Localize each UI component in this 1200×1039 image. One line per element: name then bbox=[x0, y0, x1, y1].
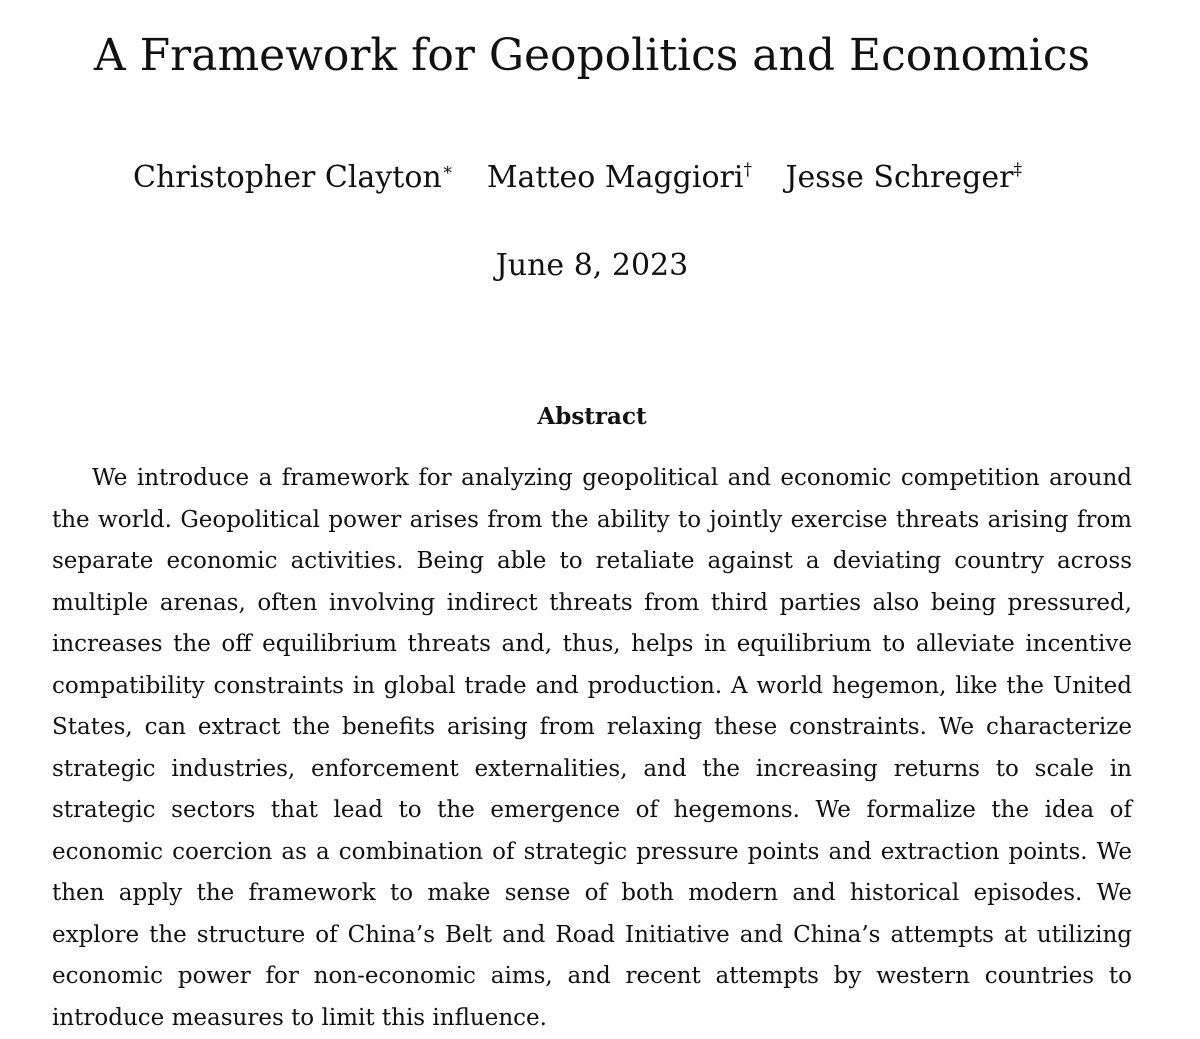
abstract-heading: Abstract bbox=[537, 403, 647, 430]
author-name: Matteo Maggiori bbox=[486, 160, 744, 195]
abstract-body: We introduce a framework for analyzing geopolitical and economic competition around the world. Geopolitical power arises from the ability to jointly exercise threats arising from separate economic activities. Being able to retaliate against a deviating country across multiple arenas, often involving indirect threats from third parties also being pressured, increases the off equilibrium threats and, thus, helps in equilibrium to alleviate incentive compatibility constraints in global trade and production. A world hegemon, like the United States, can extract the benefits arising from relaxing these constraints. We characterize strategic industries, enforcement externalities, and the increasing returns to scale in strategic sectors that lead to the emergence of hegemons. We formalize the idea of economic coercion as a combination of strategic pressure points and extraction points. We then apply the framework to make sense of both modern and historical episodes. We explore the structure of China’s Belt and Road Initiative and China’s attempts at utilizing economic power for non-economic aims, and recent attempts by western countries to introduce measures to limit this influence. bbox=[52, 465, 1132, 1031]
author-1 bbox=[133, 160, 453, 195]
paper-date: June 8, 2023 bbox=[495, 248, 689, 283]
footnote-mark: ∗ bbox=[441, 160, 454, 180]
paper-title: A Framework for Geopolitics and Economics bbox=[93, 30, 1091, 81]
author-3 bbox=[786, 160, 1022, 195]
footnote-mark: ‡ bbox=[1013, 160, 1022, 180]
footnote-mark: † bbox=[743, 160, 752, 180]
author-name: Jesse Schreger bbox=[785, 160, 1014, 195]
author-2 bbox=[487, 160, 752, 195]
author-list bbox=[133, 160, 1046, 195]
author-name: Christopher Clayton bbox=[133, 160, 442, 195]
